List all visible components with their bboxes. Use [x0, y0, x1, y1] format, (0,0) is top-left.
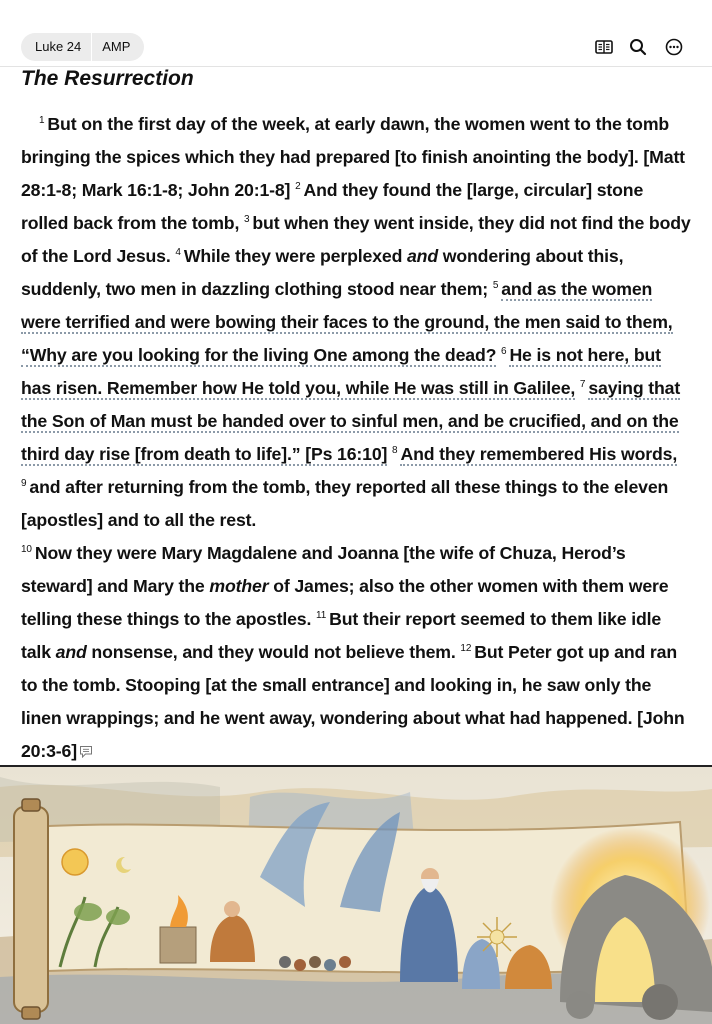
verse-10-part-a: Now they were Mary Magdalene and Joanna [the wife of Chuza, Herod’s steward] and Mary the: [21, 543, 626, 596]
verse-2[interactable]: And they found the [large, circular] stone rolled back from the tomb,: [21, 180, 644, 233]
verse-4-part-b: wondering about this, suddenly, two men in dazzling clothing stood near them;: [21, 246, 624, 299]
verse-11-italic: and: [55, 642, 87, 662]
verse-number[interactable]: 10: [21, 544, 32, 555]
verse-number[interactable]: 8: [392, 445, 398, 456]
verse-10-italic: mother: [209, 576, 269, 596]
more-options-icon[interactable]: [663, 36, 685, 58]
verse-number[interactable]: 9: [21, 478, 27, 489]
version-button[interactable]: AMP: [102, 39, 131, 54]
scripture-text: [21, 108, 693, 769]
verse-12[interactable]: But Peter got up and ran to the tomb. Stooping [at the small entrance] and looking in, he saw only the linen wrappings; and he went away, wondering about what had happened. [John 20:3-6]: [21, 642, 685, 761]
verse-9[interactable]: and after returning from the tomb, they reported all these things to the eleven [apostles] and to all the rest.: [21, 477, 669, 530]
scroll-illustration: [0, 767, 712, 1024]
verse-number[interactable]: 4: [175, 247, 181, 258]
verse-5-highlighted[interactable]: and as the women were terrified and were bowing their faces to the ground, the men said to them, “Why are you looking for the living One among the dead?: [21, 279, 673, 365]
verse-4-part-a: While they were perplexed: [183, 246, 403, 266]
footnote-icon[interactable]: [79, 736, 93, 769]
verse-6-highlighted[interactable]: He is not here, but has risen. Remember how He told you, while He was still in Galilee,: [21, 345, 661, 398]
verse-number[interactable]: 12: [460, 643, 472, 654]
verse-number[interactable]: 6: [501, 346, 507, 357]
verse-1[interactable]: But on the first day of the week, at early dawn, the women went to the tomb bringing the spices which they had prepared [to finish anointing the body]. [Matt 28:1-8; Mark 16:1-8; John 20:1-8]: [21, 114, 685, 200]
top-toolbar: [0, 0, 712, 67]
verse-11-part-b: nonsense, and they would not believe them.: [91, 642, 456, 662]
book-chapter-button[interactable]: Luke 24: [35, 39, 82, 54]
verse-number[interactable]: 1: [39, 115, 45, 126]
verse-number[interactable]: 2: [295, 181, 301, 192]
verse-number[interactable]: 5: [492, 280, 499, 291]
section-heading: The Resurrection: [21, 67, 194, 90]
search-icon[interactable]: [627, 36, 649, 58]
passage-selector[interactable]: [21, 33, 144, 61]
verse-8-highlighted[interactable]: And they remembered His words,: [400, 444, 678, 464]
verse-4-italic: and: [407, 246, 438, 266]
verse-10-part-b: of James; also the other women with them were telling these things to the apostles.: [21, 576, 669, 629]
verse-number[interactable]: 3: [243, 214, 250, 225]
book-view-icon[interactable]: [593, 36, 615, 58]
verse-11-part-a: But their report seemed to them like idle talk: [21, 609, 662, 662]
verse-number[interactable]: 7: [579, 379, 586, 390]
verse-3[interactable]: but when they went inside, they did not find the body of the Lord Jesus.: [21, 213, 691, 266]
verse-7-highlighted[interactable]: saying that the Son of Man must be handed over to sinful men, and be crucified, and on the third day rise [from death to life].” [Ps 16:10]: [21, 378, 681, 464]
verse-number[interactable]: 11: [316, 610, 327, 621]
